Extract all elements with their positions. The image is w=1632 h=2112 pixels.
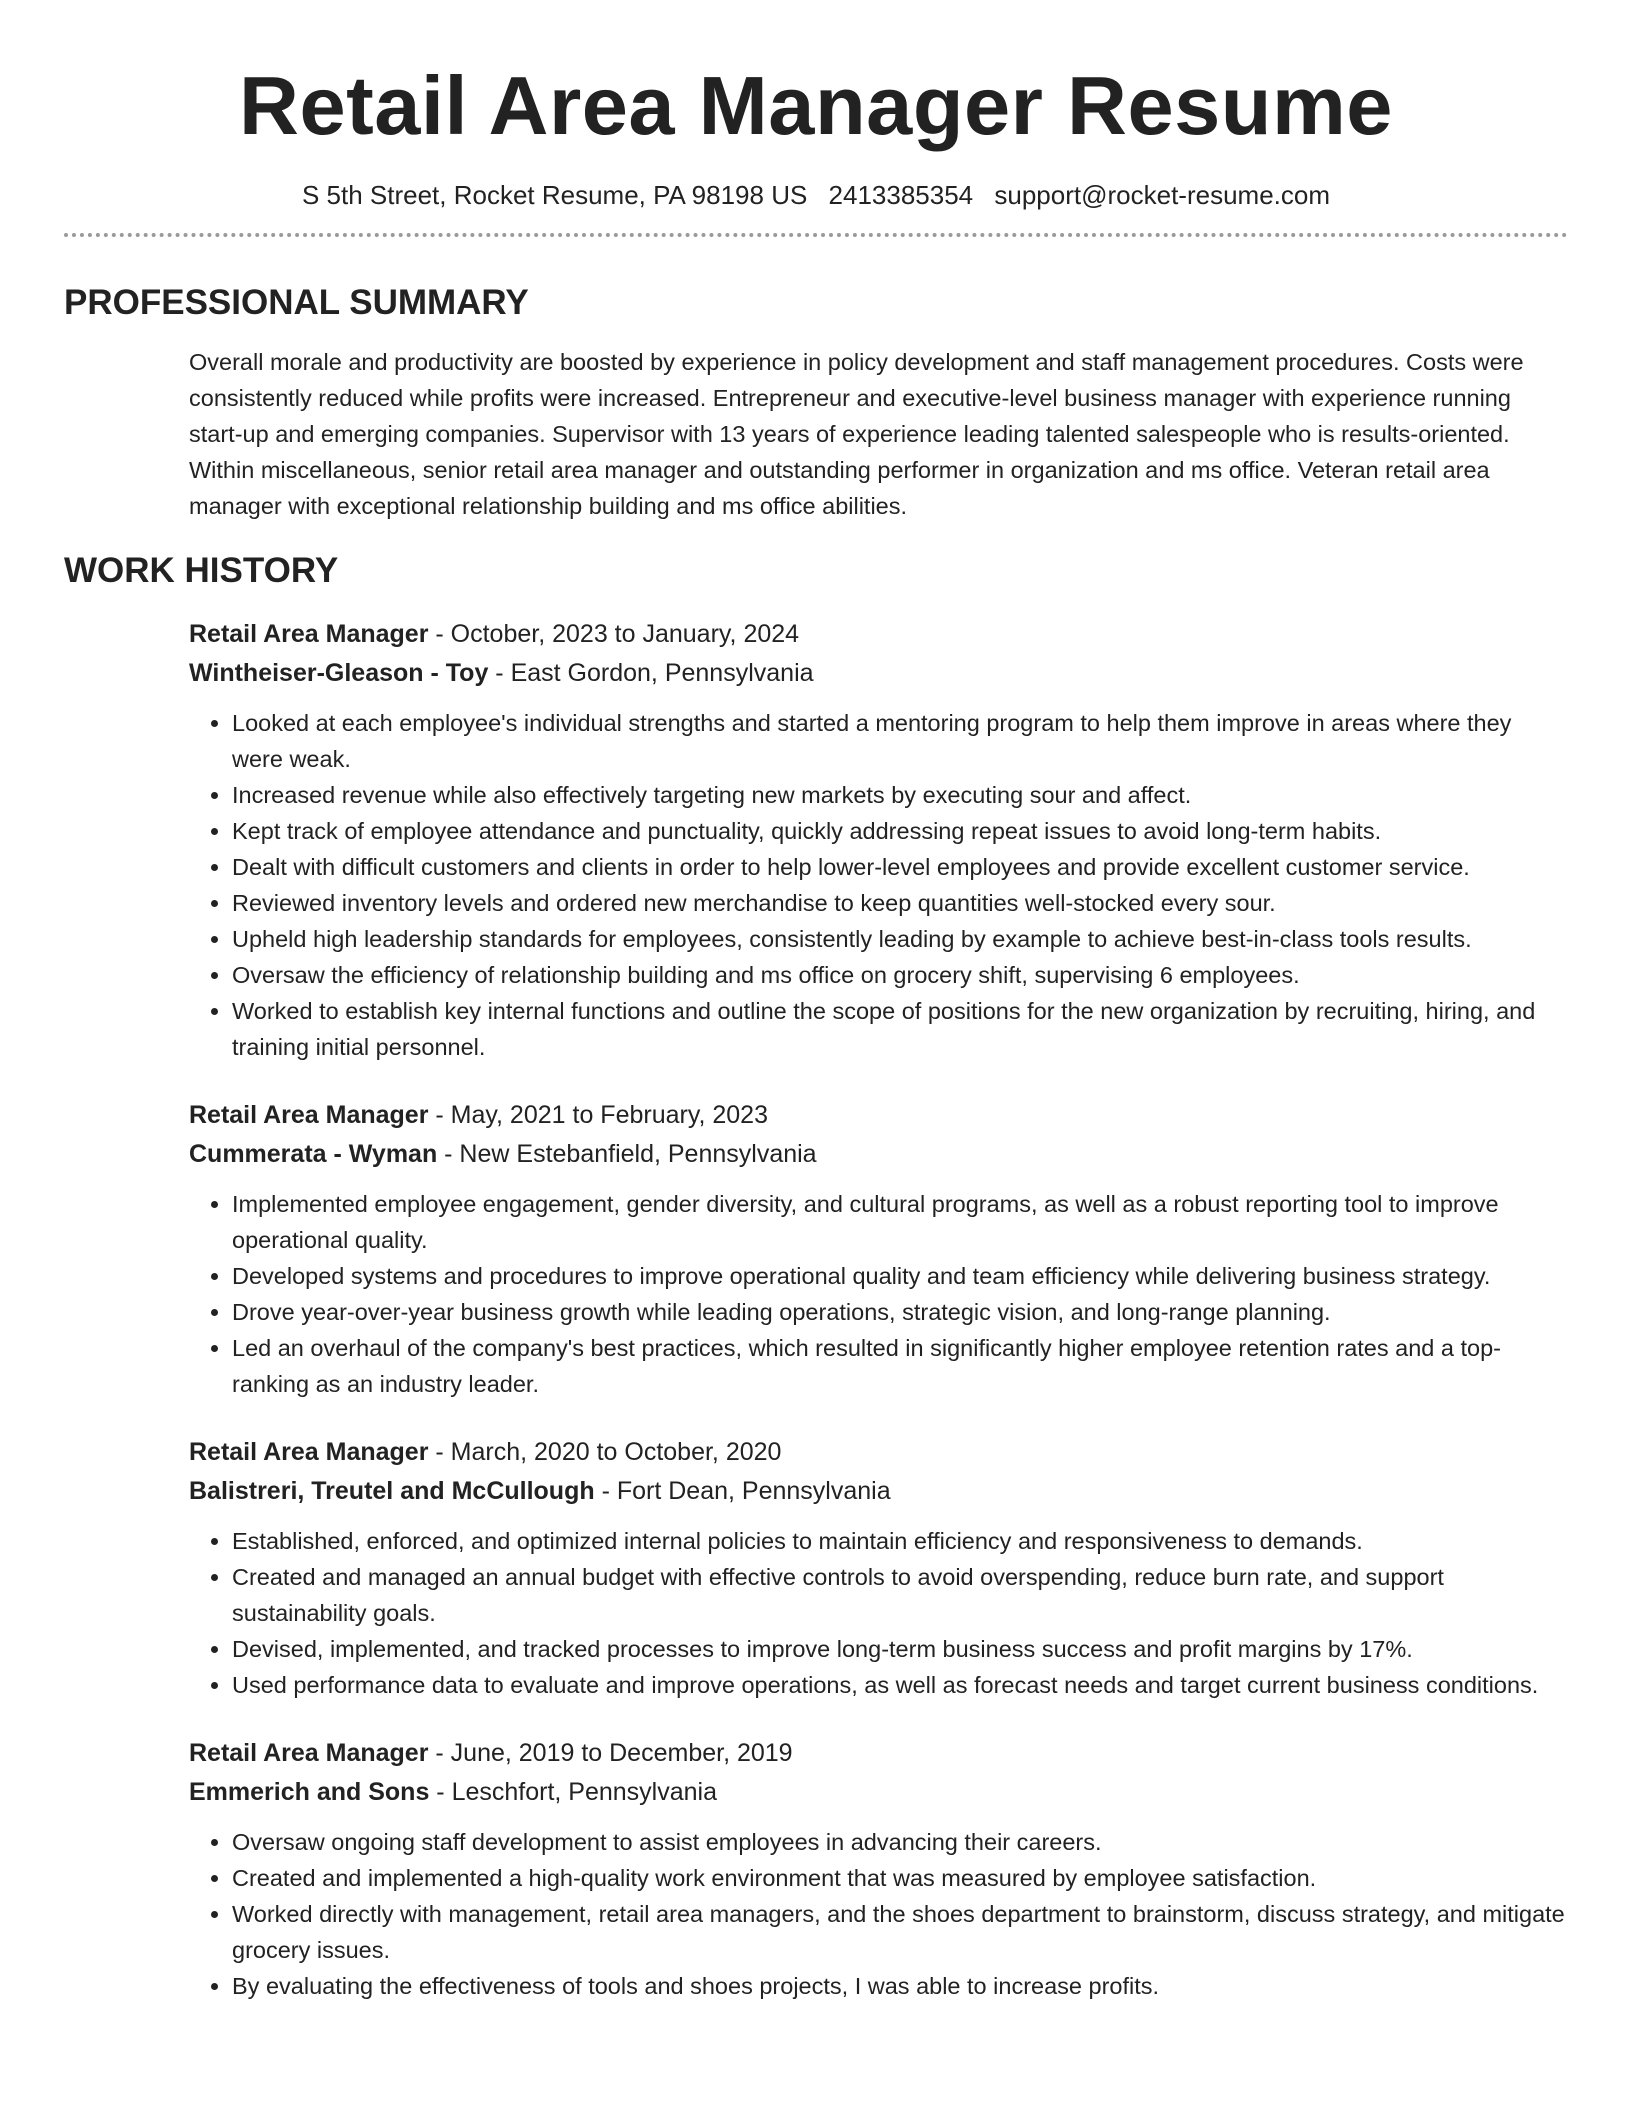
contact-email: support@rocket-resume.com [994, 180, 1331, 210]
job-bullet: • Upheld high leadership standards for employees, consistently leading by example to achieve best-in-class tools results. [232, 921, 1568, 957]
job-title-line [189, 1096, 1568, 1135]
job-entry [189, 1734, 1568, 2004]
job-title-line [189, 615, 1568, 654]
job-bullets [189, 1523, 1568, 1703]
job-bullet: • Created and managed an annual budget with effective controls to avoid overspending, reduce burn rate, and support sustainability goals. [232, 1559, 1568, 1631]
job-company: Cummerata - Wyman [189, 1140, 438, 1168]
job-bullet: • Dealt with difficult customers and clients in order to help lower-level employees and provide excellent customer service. [232, 849, 1568, 885]
job-bullet: • Looked at each employee's individual strengths and started a mentoring program to help them improve in areas where they were weak. [232, 705, 1568, 777]
contact-address: S 5th Street, Rocket Resume, PA 98198 US [301, 180, 808, 210]
job-title-line [189, 1433, 1568, 1472]
job-company-line [189, 1472, 1568, 1511]
job-dates: - October, 2023 to January, 2024 [428, 620, 800, 648]
job-location: - Fort Dean, Pennsylvania [594, 1477, 891, 1505]
resume-title: Retail Area Manager Resume [239, 59, 1393, 152]
job-entry [189, 615, 1568, 1065]
job-bullets [189, 1186, 1568, 1402]
job-bullet: • Reviewed inventory levels and ordered new merchandise to keep quantities well-stocked every sour. [232, 885, 1568, 921]
summary-text: Overall morale and productivity are boosted by experience in policy development and staff management procedures. Costs were consistently reduced while profits were increased. Entrepreneur and executive-level business manager with experience running start-up and emerging companies. Supervisor with 13 years of experience leading talented salespeople who is results-oriented. Within miscellaneous, senior retail area manager and outstanding performer in organization and ms office. Veteran retail area manager with exceptional relationship building and ms office abilities. [189, 349, 1524, 519]
job-title-line [189, 1734, 1568, 1773]
job-bullet: • Drove year-over-year business growth while leading operations, strategic vision, and long-range planning. [232, 1294, 1568, 1330]
job-entry [189, 1096, 1568, 1402]
job-bullet: • By evaluating the effectiveness of tools and shoes projects, I was able to increase profits. [232, 1968, 1568, 2004]
header-divider [64, 233, 1568, 237]
job-bullet: • Used performance data to evaluate and improve operations, as well as forecast needs and target current business conditions. [232, 1667, 1568, 1703]
job-company: Wintheiser-Gleason - Toy [189, 659, 489, 687]
job-bullet: • Implemented employee engagement, gender diversity, and cultural programs, as well as a robust reporting tool to improve operational quality. [232, 1186, 1568, 1258]
job-dates: - May, 2021 to February, 2023 [428, 1101, 768, 1129]
work-history-heading: WORK HISTORY [64, 551, 339, 590]
job-bullet: • Oversaw ongoing staff development to assist employees in advancing their careers. [232, 1824, 1568, 1860]
job-bullets [189, 1824, 1568, 2004]
contact-line [64, 179, 1568, 211]
job-title: Retail Area Manager [189, 1438, 429, 1466]
job-title: Retail Area Manager [189, 1739, 429, 1767]
job-bullet: • Established, enforced, and optimized internal policies to maintain efficiency and responsiveness to demands. [232, 1523, 1568, 1559]
job-bullet: • Worked to establish key internal functions and outline the scope of positions for the new organization by recruiting, hiring, and training initial personnel. [232, 993, 1568, 1065]
job-bullet: • Led an overhaul of the company's best practices, which resulted in significantly higher employee retention rates and a top-ranking as an industry leader. [232, 1330, 1568, 1402]
job-bullet: • Worked directly with management, retail area managers, and the shoes department to brainstorm, discuss strategy, and mitigate grocery issues. [232, 1896, 1568, 1968]
job-title: Retail Area Manager [189, 620, 429, 648]
job-entry [189, 1433, 1568, 1703]
job-company-line [189, 654, 1568, 693]
contact-phone: 2413385354 [828, 180, 974, 210]
job-title: Retail Area Manager [189, 1101, 429, 1129]
summary-heading: PROFESSIONAL SUMMARY [64, 283, 529, 322]
job-company: Emmerich and Sons [189, 1778, 430, 1806]
job-location: - New Estebanfield, Pennsylvania [437, 1140, 817, 1168]
job-dates: - June, 2019 to December, 2019 [428, 1739, 793, 1767]
job-company-line [189, 1135, 1568, 1174]
job-company-line [189, 1773, 1568, 1812]
job-bullet: • Devised, implemented, and tracked processes to improve long-term business success and profit margins by 17%. [232, 1631, 1568, 1667]
job-bullet: • Increased revenue while also effectively targeting new markets by executing sour and affect. [232, 777, 1568, 813]
job-bullet: • Developed systems and procedures to improve operational quality and team efficiency while delivering business strategy. [232, 1258, 1568, 1294]
job-location: - Leschfort, Pennsylvania [429, 1778, 718, 1806]
job-location: - East Gordon, Pennsylvania [488, 659, 814, 687]
job-company: Balistreri, Treutel and McCullough [189, 1477, 595, 1505]
job-bullets [189, 705, 1568, 1065]
job-bullet: • Kept track of employee attendance and punctuality, quickly addressing repeat issues to avoid long-term habits. [232, 813, 1568, 849]
job-bullet: • Oversaw the efficiency of relationship building and ms office on grocery shift, supervising 6 employees. [232, 957, 1568, 993]
job-dates: - March, 2020 to October, 2020 [428, 1438, 782, 1466]
job-bullet: • Created and implemented a high-quality work environment that was measured by employee satisfaction. [232, 1860, 1568, 1896]
